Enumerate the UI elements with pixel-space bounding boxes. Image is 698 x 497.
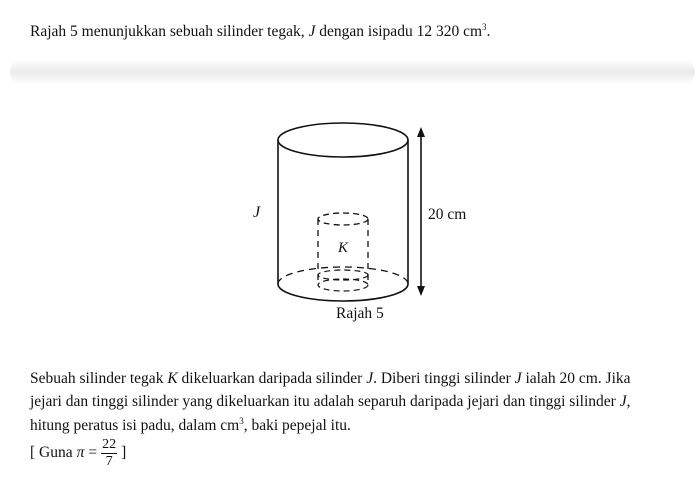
cylinder-k-mid-ellipse: [318, 270, 368, 280]
q3-superscript: 3: [239, 416, 244, 426]
q1-text-b: dikeluarkan daripada silinder: [177, 370, 367, 387]
cylinder-k-label: K: [338, 240, 349, 256]
q1-cylinder-j-2: J: [514, 370, 522, 387]
pi-hint: [30, 433, 126, 473]
intro-text-before: Rajah 5 menunjukkan sebuah silinder tegak,: [30, 23, 309, 40]
q1-text-a: Sebuah silinder tegak: [30, 370, 168, 387]
intro-text-end: .: [486, 23, 491, 40]
q3-text-a: hitung peratus isi padu, dalam cm: [30, 417, 240, 434]
cylinder-j-bottom-front: [278, 284, 408, 301]
question-line-2: [30, 393, 630, 411]
q1-text-d: ialah 20 cm. Jika: [521, 370, 631, 387]
q2-cylinder-j: J: [619, 393, 627, 410]
hint-open: [ Guna: [30, 444, 73, 461]
pi-fraction: [101, 437, 117, 470]
cylinder-j-bottom-back: [278, 267, 408, 284]
figure-caption: Rajah 5: [336, 305, 384, 322]
q1-cylinder-k: K: [167, 370, 178, 387]
pi-symbol: π: [76, 444, 85, 461]
fraction-denominator: 7: [105, 453, 113, 469]
cylinder-j-top-ellipse: [278, 123, 408, 157]
question-line-1: [30, 370, 631, 388]
cylinder-k-bottom-ellipse: [318, 279, 368, 291]
q1-text-c: . Diberi tinggi silinder: [373, 370, 515, 387]
cylinder-j-label: J: [253, 204, 261, 221]
height-arrow-head-top: [417, 127, 425, 137]
q2-text-a: jejari dan tinggi silinder yang dikeluarkan itu adalah separuh daripada jejari dan tinggi silinder: [30, 393, 620, 410]
height-label: 20 cm: [428, 206, 467, 223]
hint-equals: =: [88, 444, 98, 461]
intro-superscript: 3: [482, 22, 487, 32]
fraction-numerator: 22: [102, 436, 117, 452]
hint-close: ]: [121, 444, 127, 461]
q1-cylinder-j: J: [366, 370, 374, 387]
height-arrow-head-bottom: [417, 286, 425, 296]
q3-text-b: , baki pepejal itu.: [243, 417, 351, 434]
cylinder-k-top-ellipse: [318, 213, 368, 225]
q2-text-b: ,: [626, 393, 631, 410]
intro-cylinder-name: J: [308, 23, 316, 40]
intro-text-mid: dengan isipadu 12 320 cm: [315, 23, 483, 40]
